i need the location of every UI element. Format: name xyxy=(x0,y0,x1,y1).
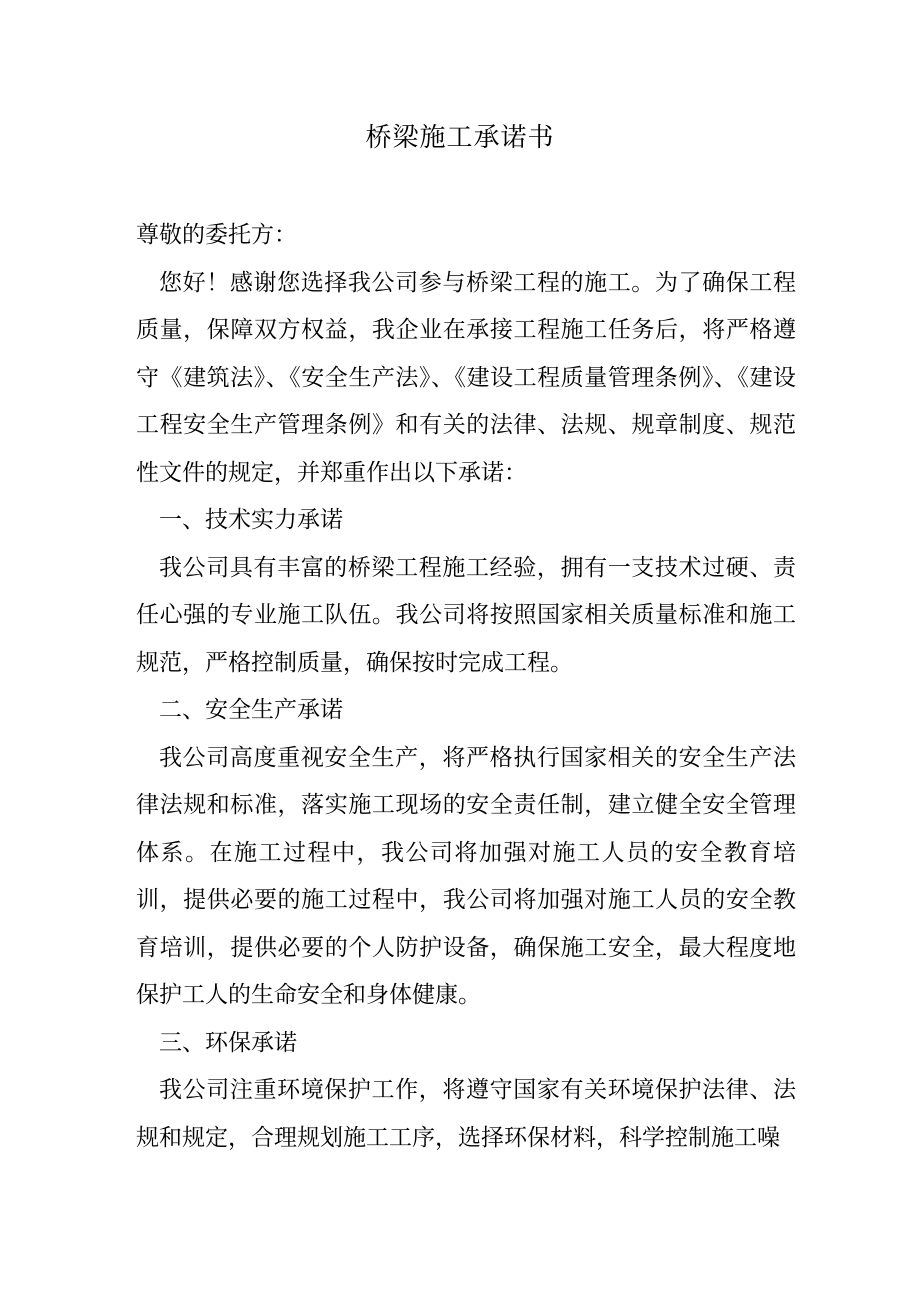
section-text-technical: 我公司具有丰富的桥梁工程施工经验，拥有一支技术过硬、责任心强的专业施工队伍。我公司将按照国家相关质量标准和施工规范，严格控制质量，确保按时完成工程。 xyxy=(136,554,796,676)
section-heading-environment: 三、环保承诺 xyxy=(159,1029,297,1056)
section-text-safety: 我公司高度重视安全生产，将严格执行国家相关的安全生产法律法规和标准，落实施工现场的安全责任制，建立健全安全管理体系。在施工过程中，我公司将加强对施工人员的安全教育培训，提供必要的施工过程中，我公司将加强对施工人员的安全教育培训，提供必要的个人防护设备，确保施工安全，最大程度地保护工人的生命安全和身体健康。 xyxy=(136,744,796,1008)
salutation: 尊敬的委托方： xyxy=(136,222,297,248)
document-title: 桥梁施工承诺书 xyxy=(365,123,555,153)
document-body xyxy=(136,212,796,1162)
intro-paragraph: 您好！感谢您选择我公司参与桥梁工程的施工。为了确保工程质量，保障双方权益，我企业在承接工程施工任务后，将严格遵守《建筑法》、《安全生产法》、《建设工程质量管理条例》、《建设工程安全生产管理条例》和有关的法律、法规、规章制度、规范性文件的规定，并郑重作出以下承诺： xyxy=(136,269,796,486)
section-heading-technical: 一、技术实力承诺 xyxy=(159,507,343,533)
section-text-environment: 我公司注重环境保护工作，将遵守国家有关环境保护法律、法规和规定，合理规划施工工序，选择环保材料，科学控制施工噪 xyxy=(136,1077,796,1151)
section-heading-safety: 二、安全生产承诺 xyxy=(159,697,343,723)
